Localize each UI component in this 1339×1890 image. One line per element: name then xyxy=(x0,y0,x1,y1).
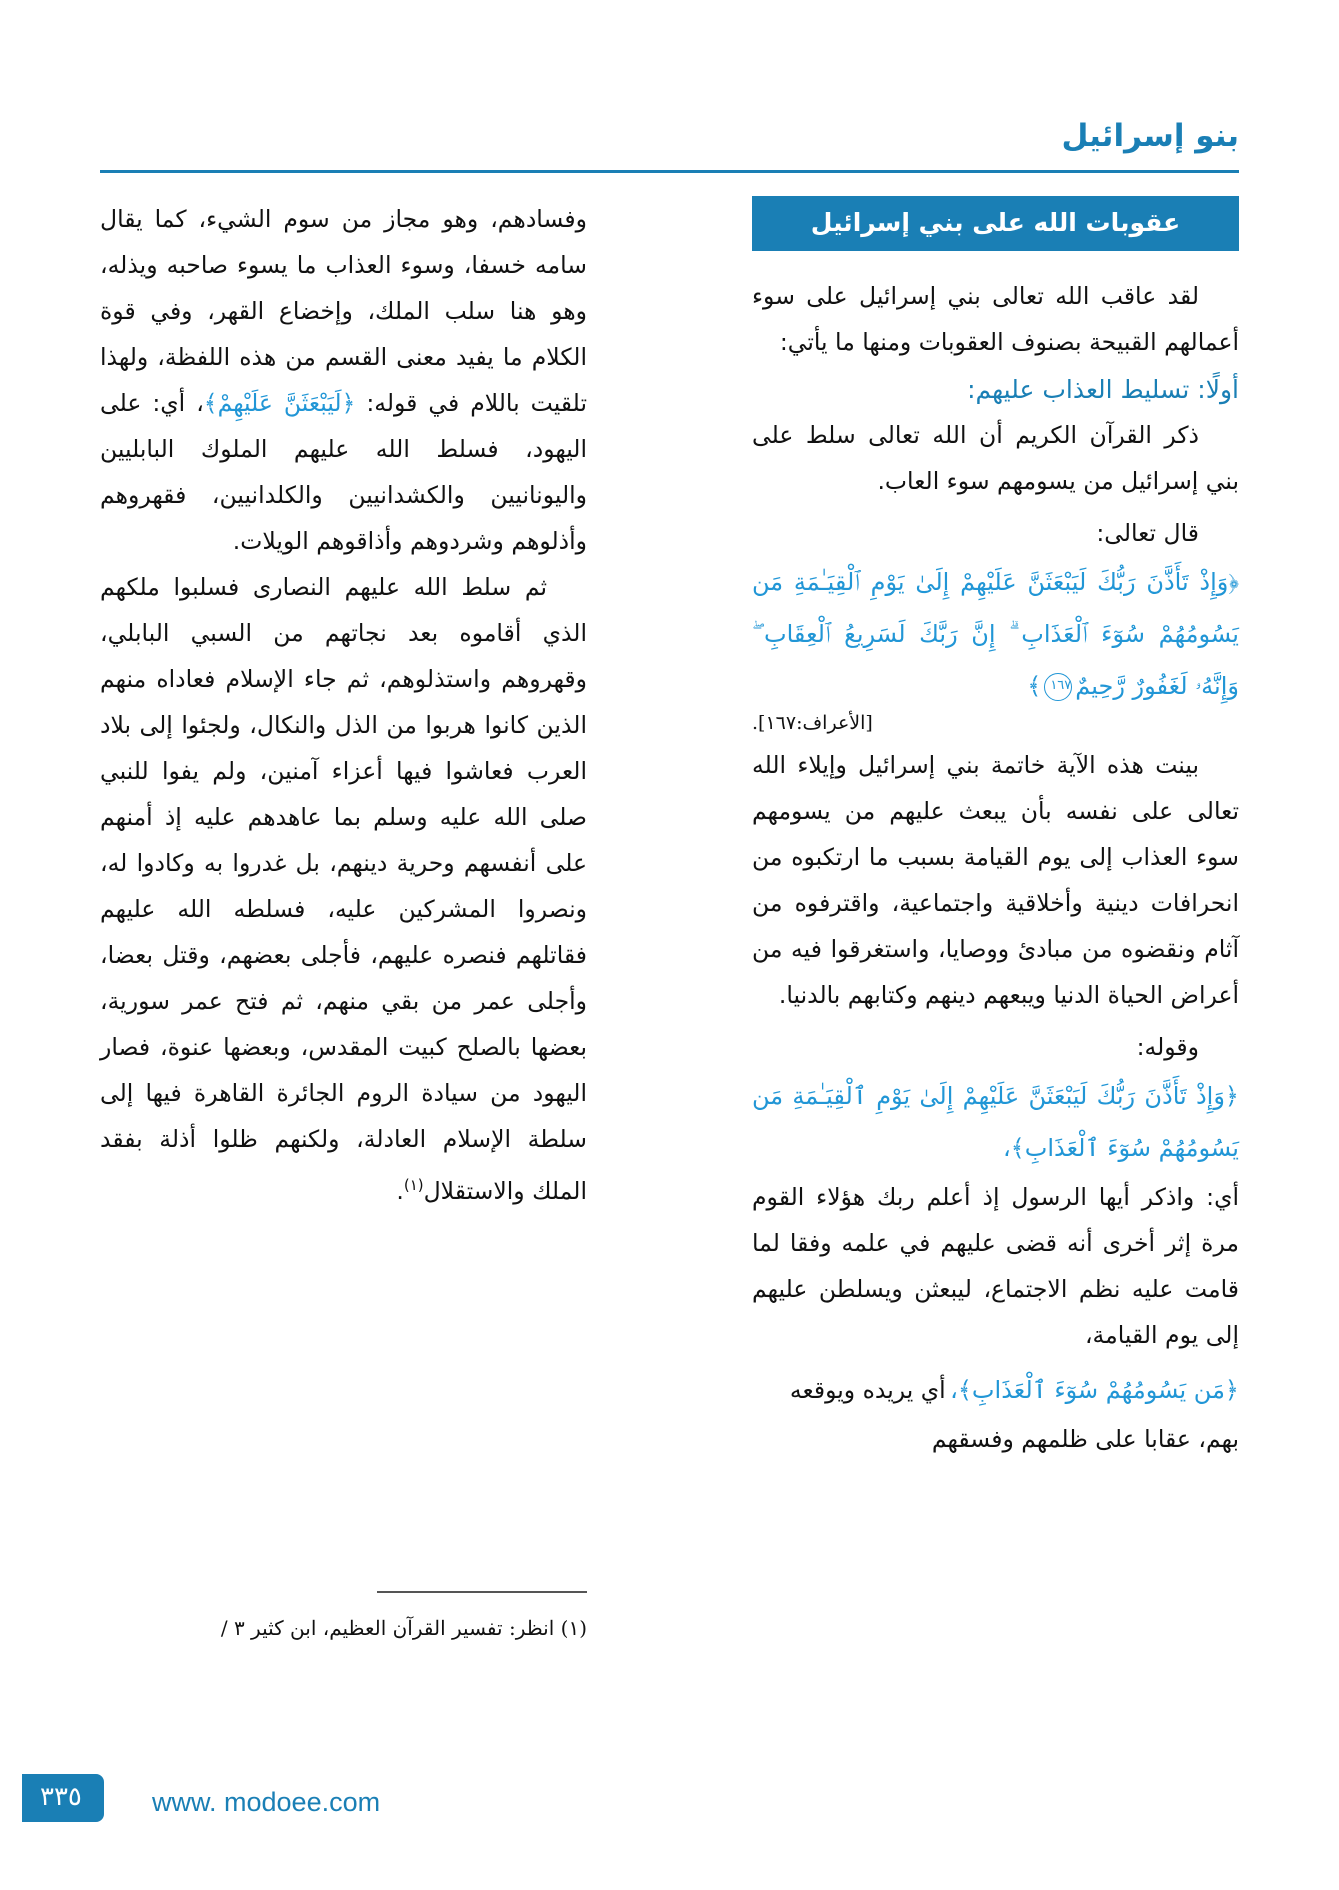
quran-quote-2: ﴿وَإِذْ تَأَذَّنَ رَبُّكَ لَيَبْعَثَنَّ عَلَيْهِمْ إِلَىٰ يَوْمِ ٱلْقِيَـٰمَةِ مَن يَسُومُهُمْ سُوٓءَ ٱلْعَذَابِ﴾، xyxy=(752,1082,1239,1162)
left-quran-quote-1: ﴿لَيَبْعَثَنَّ عَلَيْهِمْ﴾ xyxy=(203,389,356,417)
left-paragraph-1 xyxy=(100,196,587,564)
intro-paragraph: لقد عاقب الله تعالى بني إسرائيل على سوء أعمالهم القبيحة بصنوف العقوبات ومنها ما يأتي: xyxy=(752,282,1239,356)
ayah-number-1: ١٦٧ xyxy=(1044,673,1072,701)
paragraph-6: أي يريده ويوقعه بهم، عقابا على ظلمهم وفسقهم xyxy=(789,1376,1239,1453)
left-paragraph-1-text: وفسادهم، وهو مجاز من سوم الشيء، كما يقال سامه خسفا، وسوء العذاب ما يسوء صاحبه ويذله، وهو هنا سلب الملك، وإخضاع القهر، وفي قوة الكلام ما يفيد معنى القسم من هذه اللفظة، ولهذا تلقيت باللام في قوله: xyxy=(100,205,587,417)
footnote-marker: (١) xyxy=(403,1176,424,1194)
quran-quote-1-close: ﴾ xyxy=(1027,672,1042,700)
quote-lead-1: قال تعالى: xyxy=(1096,519,1199,547)
quote-reference-1: [الأعراف:١٦٧]. xyxy=(752,712,873,734)
section-banner: عقوبات الله على بني إسرائيل xyxy=(752,196,1239,251)
paragraph-3: بينت هذه الآية خاتمة بني إسرائيل وإيلاء الله تعالى على نفسه بأن يبعث عليهم من يسومهم سوء العذاب إلى يوم القيامة بسبب ما ارتكبوه من انحرافات دينية وأخلاقية واجتماعية، واقترفوه من آثام ونقضوه من مبادئ ووصايا، واستغرقوا فيه من أعراض الحياة الدنيا ويبعهم دينهم وكتابهم بالدنيا. xyxy=(752,751,1239,1009)
paragraph-5: أي: واذكر أيها الرسول إذ أعلم ربك هؤلاء القوم مرة إثر أخرى أنه قضى عليهم في علمه وفقا لما قامت عليه نظم الاجتماع، ليبعثن ويسلطن عليهم إلى يوم القيامة، xyxy=(752,1183,1239,1349)
left-column xyxy=(100,196,587,1690)
right-column xyxy=(752,196,1239,1690)
page-footer xyxy=(0,1740,1339,1890)
quran-quote-3: ﴿مَن يَسُومُهُمْ سُوٓءَ ٱلْعَذَابِ﴾، xyxy=(950,1376,1239,1404)
page-title: بنو إسرائيل xyxy=(1061,118,1239,154)
left-paragraph-2-end: . xyxy=(396,1176,404,1205)
header-divider xyxy=(100,170,1239,173)
left-paragraph-2-text: ثم سلط الله عليهم النصارى فسلبوا ملكهم الذي أقاموه بعد نجاتهم من السبي البابلي، وقهروهم واستذلوهم، ثم جاء الإسلام فعاداه منهم الذين كانوا هربوا من الذل والنكال، ولجئوا إلى بلاد العرب فعاشوا فيها أعزاء آمنين، ولم يفوا للنبي صلى الله عليه وسلم بما عاهدهم عليه إذ أمنهم على أنفسهم وحرية دينهم، بل غدروا به وكادوا له، ونصروا المشركين عليه، فسلطه الله عليهم فقاتلهم فنصره عليهم، فأجلى بعضهم، وقتل بعضا، وأجلى عمر من بقي منهم، ثم فتح عمر سورية، بعضها بالصلح كبيت المقدس، وبعضها عنوة، فصار اليهود من سيادة الروم الجائرة القاهرة فيها إلى سلطة الإسلام العادلة، ولكنهم ظلوا أذلة بفقد الملك والاستقلال xyxy=(100,573,587,1205)
two-column-body xyxy=(100,196,1239,1690)
quran-quote-1-text: ﴿وَإِذْ تَأَذَّنَ رَبُّكَ لَيَبْعَثَنَّ عَلَيْهِمْ إِلَىٰ يَوْمِ ٱلْقِيَـٰمَةِ مَن يَسُومُهُمْ سُوٓءَ ٱلْعَذَابِ ۗ إِنَّ رَبَّكَ لَسَرِيعُ ٱلْعِقَابِ ۖ وَإِنَّهُۥ لَغَفُورٌ رَّحِيمٌ xyxy=(752,568,1239,700)
page-number: ٣٣٥ xyxy=(22,1774,104,1822)
left-paragraph-2 xyxy=(100,564,587,1214)
left-paragraph-1-continued: ، أي: على اليهود، فسلط الله عليهم الملوك البابليين واليونانيين والكشدانيين والكلدانيين، فقهروهم وأذلوهم وشردوهم وأذاقوهم الويلات. xyxy=(100,389,587,555)
paragraph-1: ذكر القرآن الكريم أن الله تعالى سلط على بني إسرائيل من يسومهم سوء العاب. xyxy=(752,421,1239,495)
footnote-text: (١) انظر: تفسير القرآن العظيم، ابن كثير ٣ / xyxy=(220,1616,587,1640)
quote-lead-2: وقوله: xyxy=(1136,1033,1199,1061)
footnote-divider xyxy=(377,1591,587,1593)
page-header xyxy=(100,118,1239,178)
subheading-first: أولًا: تسليط العذاب عليهم: xyxy=(967,375,1239,404)
quran-quote-1 xyxy=(752,556,1239,712)
website-url[interactable]: www. modoee.com xyxy=(152,1787,381,1817)
